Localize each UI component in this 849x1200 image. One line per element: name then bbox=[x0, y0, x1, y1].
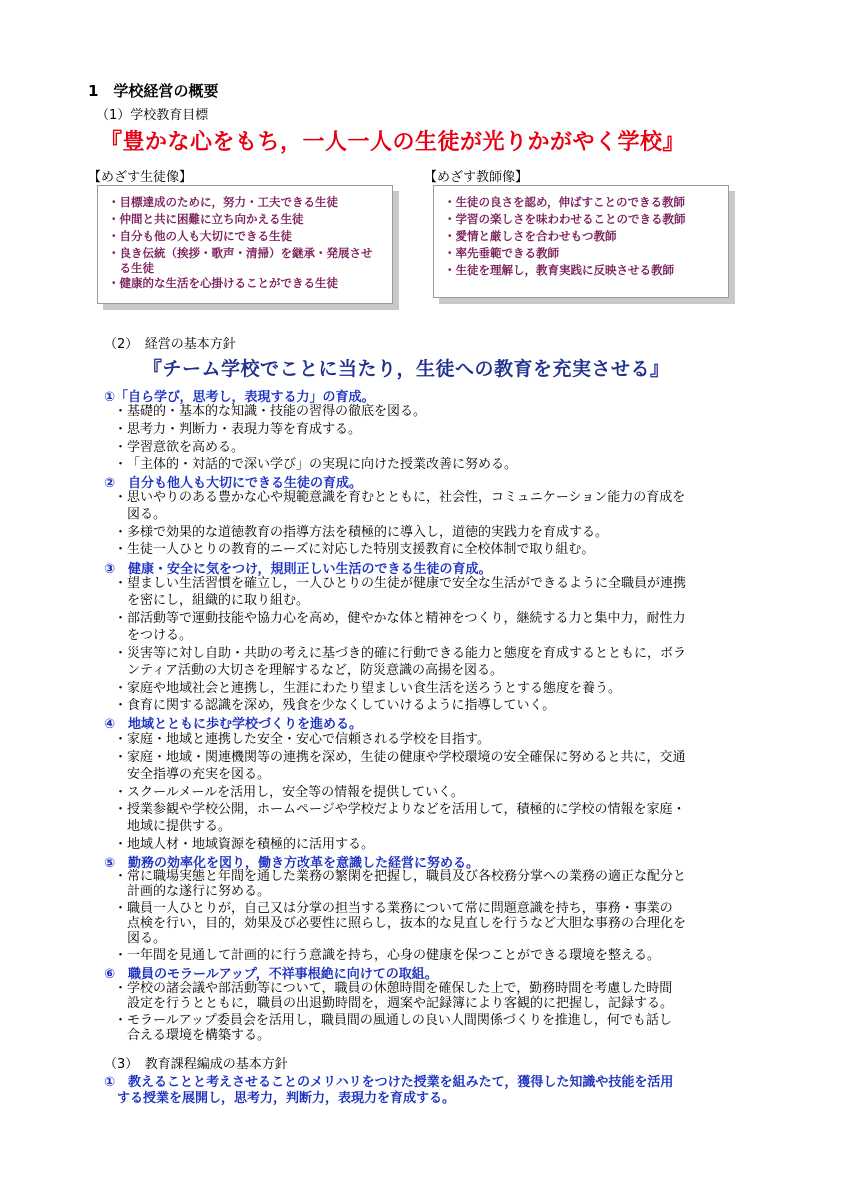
subsection-label-policy: （2） 経営の基本方針 bbox=[104, 337, 236, 352]
teacher-item: ・生徒の良さを認め，伸ばすことのできる教師 bbox=[444, 195, 686, 209]
teacher-item: ・愛情と厳しさを合わせもつ教師 bbox=[444, 229, 617, 243]
teacher-item: ・率先垂範できる教師 bbox=[444, 246, 559, 260]
section-title: ⑥ 職員のモラールアップ，不祥事根絶に向けての取組。 bbox=[104, 967, 438, 982]
section-title: ② 自分も他人も大切にできる生徒の育成。 bbox=[104, 476, 363, 491]
student-box-label: 【めざす生徒像】 bbox=[88, 170, 193, 185]
student-item: ・自分も他の人も大切にできる生徒 bbox=[108, 229, 292, 243]
student-item: ・健康的な生活を心掛けることができる生徒 bbox=[108, 276, 338, 290]
teacher-item: ・学習の楽しさを味わわせることのできる教師 bbox=[444, 212, 686, 226]
section-title: ①「自ら学び，思考し，表現する力」の育成。 bbox=[104, 390, 375, 405]
student-item: る生徒 bbox=[108, 261, 154, 275]
curriculum-item: ① 教えることと考えさせることのメリハリをつけた授業を組みたて，獲得した知識や技能を活用 する授業を展開し，思考力，判断力，表現力を育成する。 bbox=[104, 1075, 674, 1106]
subsection-label-curriculum: （3） 教育課程編成の基本方針 bbox=[104, 1057, 288, 1072]
section-heading: 1 学校経営の概要 bbox=[88, 82, 219, 100]
section-title: ③ 健康・安全に気をつけ，規則正しい生活のできる生徒の育成。 bbox=[104, 562, 492, 577]
teacher-ideal-box bbox=[433, 185, 729, 298]
student-ideal-box bbox=[97, 185, 393, 304]
section-title: ⑤ 勤務の効率化を図り，働き方改革を意識した経営に努める。 bbox=[104, 856, 480, 871]
teacher-item: ・生徒を理解し，教育実践に反映させる教師 bbox=[444, 263, 674, 277]
student-item: ・良き伝統（挨拶・歌声・清掃）を継承・発展させ bbox=[108, 246, 373, 260]
section-title: ④ 地域とともに歩む学校づくりを進める。 bbox=[104, 717, 363, 732]
school-goal-title: 『豊かな心をもち，一人一人の生徒が光りかがやく学校』 bbox=[100, 130, 686, 155]
student-item: ・目標達成のために，努力・工夫できる生徒 bbox=[108, 195, 338, 209]
policy-title: 『チーム学校でことに当たり，生徒への教育を充実させる』 bbox=[143, 358, 670, 380]
student-item: ・仲間と共に困難に立ち向かえる生徒 bbox=[108, 212, 304, 226]
teacher-box-label: 【めざす教師像】 bbox=[424, 170, 529, 185]
subsection-label-goal: （1）学校教育目標 bbox=[96, 108, 209, 123]
